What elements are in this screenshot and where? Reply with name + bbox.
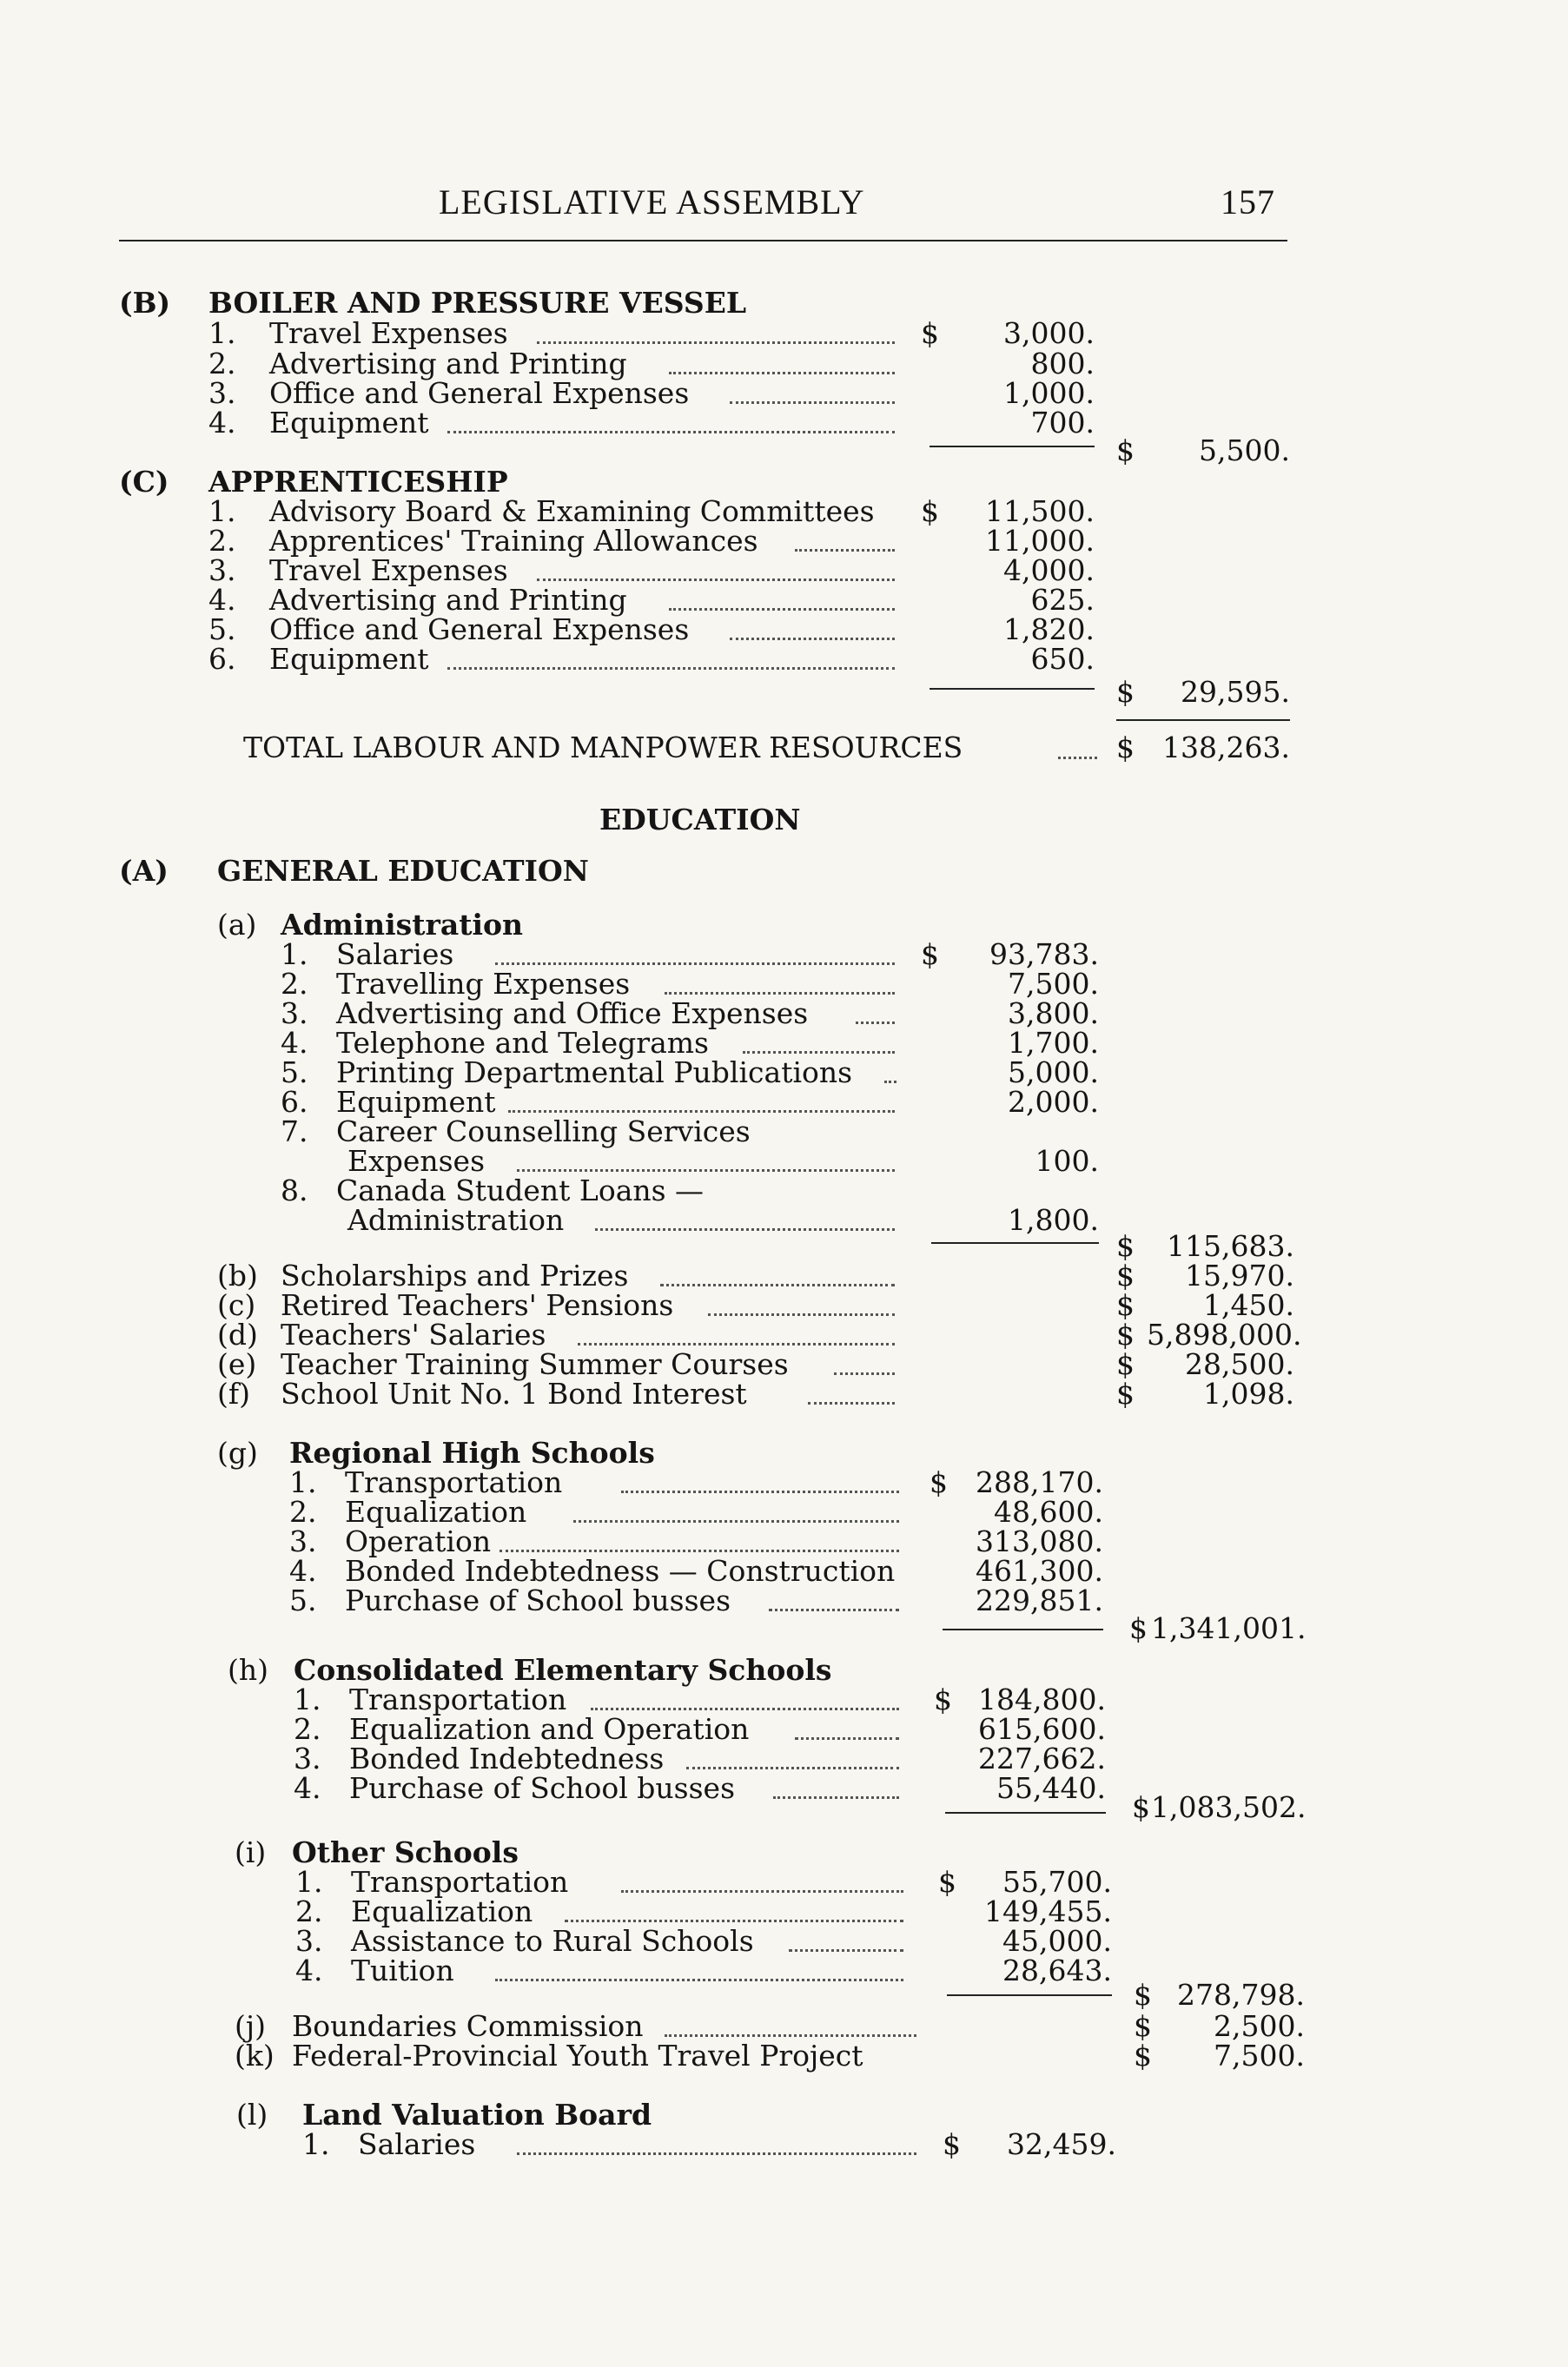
single-item-amount: 28,500. xyxy=(1185,1347,1294,1381)
admin-total: 115,683. xyxy=(1167,1229,1294,1263)
subsection-letter: (f) xyxy=(217,1377,250,1411)
section-b-item-label: Office and General Expenses xyxy=(269,376,690,410)
subsection-letter: (k) xyxy=(235,2039,275,2073)
land-item-label: Salaries xyxy=(358,2127,476,2161)
section-c-item-amount: 4,000. xyxy=(1003,553,1095,587)
regional-item-label: Purchase of School busses xyxy=(345,1584,731,1617)
consolidated-item-label: Equalization and Operation xyxy=(349,1712,750,1746)
subtotal-rule xyxy=(930,446,1095,447)
subtotal-rule xyxy=(931,1242,1099,1244)
section-c-item-label: Equipment xyxy=(269,642,429,676)
dot-leader xyxy=(595,1226,895,1231)
other-total: 278,798. xyxy=(1177,1978,1305,2012)
consolidated-item-num: 1. xyxy=(294,1683,321,1716)
other-item-num: 2. xyxy=(295,1894,323,1928)
other-item-label: Transportation xyxy=(351,1865,569,1899)
total-rule xyxy=(1116,719,1290,721)
subsection-title: Consolidated Elementary Schools xyxy=(294,1653,832,1687)
regional-item-label: Equalization xyxy=(345,1495,527,1529)
section-b-letter: (B) xyxy=(119,286,171,320)
consolidated-item-label: Transportation xyxy=(349,1683,567,1716)
section-b-item-label: Advertising and Printing xyxy=(269,347,627,380)
consolidated-total: 1,083,502. xyxy=(1151,1790,1307,1824)
admin-item-num: 7. xyxy=(281,1114,308,1148)
section-c-item-num: 4. xyxy=(208,583,236,617)
dot-leader xyxy=(537,339,895,344)
dollar-sign: $ xyxy=(1116,1259,1135,1293)
dot-leader xyxy=(708,1311,895,1316)
section-c-item-label: Office and General Expenses xyxy=(269,612,690,646)
section-c-item-label: Apprentices' Training Allowances xyxy=(269,524,758,558)
consolidated-item-amount: 184,800. xyxy=(978,1683,1106,1716)
admin-item-amount: 7,500. xyxy=(1008,967,1099,1001)
subsection-title: Land Valuation Board xyxy=(302,2098,652,2132)
section-b-item-amount: 700. xyxy=(1030,406,1095,440)
dot-leader xyxy=(669,369,895,374)
other-item-num: 1. xyxy=(295,1865,323,1899)
consolidated-item-num: 4. xyxy=(294,1771,321,1805)
section-b-item-amount: 3,000. xyxy=(1003,316,1095,350)
consolidated-item-amount: 227,662. xyxy=(978,1742,1106,1775)
dot-leader xyxy=(621,1888,903,1893)
section-c-item-label: Advertising and Printing xyxy=(269,583,627,617)
regional-item-amount: 461,300. xyxy=(976,1554,1103,1588)
section-c-item-num: 2. xyxy=(208,524,236,558)
regional-item-amount: 288,170. xyxy=(976,1465,1103,1499)
other-item-label: Assistance to Rural Schools xyxy=(351,1924,754,1958)
admin-item-num: 2. xyxy=(281,967,308,1001)
admin-item-label: Advertising and Office Expenses xyxy=(336,996,809,1030)
dot-leader xyxy=(591,1705,899,1710)
dollar-sign: $ xyxy=(1132,1790,1150,1824)
section-b-item-amount: 1,000. xyxy=(1003,376,1095,410)
single-item-amount: 1,450. xyxy=(1203,1288,1294,1322)
dollar-sign: $ xyxy=(938,1865,956,1899)
subsection-letter: (e) xyxy=(217,1347,257,1381)
section-c-item-amount: 11,000. xyxy=(985,524,1095,558)
section-b-item-label: Travel Expenses xyxy=(269,316,508,350)
admin-item-label: Travelling Expenses xyxy=(336,967,631,1001)
dot-leader xyxy=(447,664,895,670)
subtotal-rule xyxy=(945,1812,1106,1814)
subsection-title: Administration xyxy=(281,908,524,942)
regional-item-num: 2. xyxy=(289,1495,317,1529)
dollar-sign: $ xyxy=(1116,675,1135,709)
admin-item-amount: 2,000. xyxy=(1008,1085,1099,1119)
header-rule xyxy=(119,240,1287,241)
regional-item-num: 4. xyxy=(289,1554,317,1588)
subtotal-rule xyxy=(943,1629,1103,1630)
dollar-sign: $ xyxy=(1129,1611,1148,1645)
admin-item-label: Equipment xyxy=(336,1085,496,1119)
admin-item-label: Canada Student Loans — xyxy=(336,1174,705,1207)
subsection-letter: (h) xyxy=(228,1653,269,1687)
section-c-item-amount: 1,820. xyxy=(1003,612,1095,646)
regional-item-amount: 229,851. xyxy=(976,1584,1103,1617)
dollar-sign: $ xyxy=(1116,1377,1135,1411)
subsection-title: Other Schools xyxy=(292,1835,519,1869)
regional-item-amount: 48,600. xyxy=(994,1495,1103,1529)
section-b-item-amount: 800. xyxy=(1030,347,1095,380)
admin-item-label: Printing Departmental Publications xyxy=(336,1055,853,1089)
dollar-sign: $ xyxy=(1116,1318,1135,1352)
other-item-num: 3. xyxy=(295,1924,323,1958)
section-c-title: APPRENTICESHIP xyxy=(208,465,508,499)
dot-leader xyxy=(730,635,895,640)
consolidated-item-num: 3. xyxy=(294,1742,321,1775)
dollar-sign: $ xyxy=(1134,2009,1152,2043)
subtotal-rule xyxy=(930,688,1095,690)
dot-leader xyxy=(500,1547,899,1552)
labour-total-amount: 138,263. xyxy=(1162,731,1290,764)
land-item-amount: 32,459. xyxy=(1007,2127,1116,2161)
dot-leader xyxy=(578,1340,895,1345)
dollar-sign: $ xyxy=(1116,731,1135,764)
section-b-item-num: 4. xyxy=(208,406,236,440)
section-c-item-amount: 11,500. xyxy=(985,494,1095,528)
single-item-label: Teacher Training Summer Courses xyxy=(281,1347,789,1381)
dollar-sign: $ xyxy=(921,937,939,971)
dot-leader xyxy=(495,1976,903,1981)
section-c-item-num: 5. xyxy=(208,612,236,646)
section-c-item-label: Travel Expenses xyxy=(269,553,508,587)
dollar-sign: $ xyxy=(1116,1347,1135,1381)
single-item-amount: 5,898,000. xyxy=(1147,1318,1302,1352)
section-b-item-num: 2. xyxy=(208,347,236,380)
regional-item-num: 1. xyxy=(289,1465,317,1499)
dollar-sign: $ xyxy=(1134,1978,1152,2012)
admin-item-num: 1. xyxy=(281,937,308,971)
dot-leader xyxy=(773,1794,899,1799)
education-heading: EDUCATION xyxy=(599,803,801,836)
dollar-sign: $ xyxy=(934,1683,952,1716)
dot-leader xyxy=(795,546,895,552)
dot-leader xyxy=(769,1606,899,1611)
dollar-sign: $ xyxy=(1116,1288,1135,1322)
single-item-amount: 7,500. xyxy=(1214,2039,1305,2073)
page-number: 157 xyxy=(1221,182,1275,221)
dot-leader xyxy=(517,1167,895,1172)
admin-item-amount: 3,800. xyxy=(1008,996,1099,1030)
dollar-sign: $ xyxy=(943,2127,961,2161)
section-c-item-num: 6. xyxy=(208,642,236,676)
admin-item-amount: 100. xyxy=(1035,1144,1099,1178)
dot-leader xyxy=(665,989,895,995)
dot-leader xyxy=(1058,754,1097,759)
dot-leader xyxy=(665,2032,916,2037)
section-c-item-amount: 625. xyxy=(1030,583,1095,617)
dollar-sign: $ xyxy=(921,494,939,528)
regional-item-label: Operation xyxy=(345,1524,492,1558)
dollar-sign: $ xyxy=(930,1465,948,1499)
section-b-item-num: 3. xyxy=(208,376,236,410)
subsection-letter: (i) xyxy=(235,1835,267,1869)
consolidated-item-amount: 55,440. xyxy=(996,1771,1106,1805)
land-item-num: 1. xyxy=(302,2127,330,2161)
dot-leader xyxy=(660,1281,895,1286)
consolidated-item-label: Bonded Indebtedness xyxy=(349,1742,665,1775)
subsection-letter: (g) xyxy=(217,1436,258,1470)
dollar-sign: $ xyxy=(1116,1229,1135,1263)
dollar-sign: $ xyxy=(1116,433,1135,467)
admin-item-amount: 93,783. xyxy=(989,937,1099,971)
admin-item-amount: 1,800. xyxy=(1008,1203,1099,1237)
dot-leader xyxy=(856,1019,895,1024)
single-item-label: Federal-Provincial Youth Travel Project xyxy=(292,2039,863,2073)
regional-item-label: Bonded Indebtedness — Construction xyxy=(345,1554,896,1588)
dot-leader xyxy=(743,1048,895,1054)
admin-item-num: 4. xyxy=(281,1026,308,1060)
subsection-letter: (a) xyxy=(217,908,257,942)
consolidated-item-label: Purchase of School busses xyxy=(349,1771,736,1805)
subsection-letter: (j) xyxy=(235,2009,266,2043)
admin-item-num: 8. xyxy=(281,1174,308,1207)
dot-leader xyxy=(447,428,895,433)
single-item-label: Scholarships and Prizes xyxy=(281,1259,629,1293)
page-title: LEGISLATIVE ASSEMBLY xyxy=(439,182,865,221)
dot-leader xyxy=(789,1947,903,1952)
section-c-item-amount: 650. xyxy=(1030,642,1095,676)
subsection-letter: (b) xyxy=(217,1259,258,1293)
dot-leader xyxy=(686,1764,899,1769)
dot-leader xyxy=(669,605,895,611)
section-c-item-num: 1. xyxy=(208,494,236,528)
consolidated-item-num: 2. xyxy=(294,1712,321,1746)
other-item-num: 4. xyxy=(295,1954,323,1987)
admin-item-amount: 1,700. xyxy=(1008,1026,1099,1060)
subsection-letter: (l) xyxy=(236,2098,268,2132)
dot-leader xyxy=(795,1735,899,1740)
dot-leader xyxy=(621,1488,899,1493)
admin-item-label-cont: Expenses xyxy=(347,1144,486,1178)
section-b-item-num: 1. xyxy=(208,316,236,350)
regional-item-amount: 313,080. xyxy=(976,1524,1103,1558)
dot-leader xyxy=(565,1917,903,1922)
section-c-item-num: 3. xyxy=(208,553,236,587)
single-item-amount: 15,970. xyxy=(1185,1259,1294,1293)
subtotal-rule xyxy=(947,1994,1112,1996)
labour-total-label: TOTAL LABOUR AND MANPOWER RESOURCES xyxy=(243,731,963,764)
dot-leader xyxy=(573,1517,899,1523)
dot-leader xyxy=(884,1078,896,1083)
subsection-title: Regional High Schools xyxy=(289,1436,655,1470)
dollar-sign: $ xyxy=(1134,2039,1152,2073)
single-item-label: Boundaries Commission xyxy=(292,2009,644,2043)
single-item-label: School Unit No. 1 Bond Interest xyxy=(281,1377,747,1411)
consolidated-item-amount: 615,600. xyxy=(978,1712,1106,1746)
dot-leader xyxy=(808,1399,895,1405)
section-c-letter: (C) xyxy=(119,465,169,499)
regional-item-label: Transportation xyxy=(345,1465,563,1499)
admin-item-num: 6. xyxy=(281,1085,308,1119)
dot-leader xyxy=(834,1370,895,1375)
other-item-label: Equalization xyxy=(351,1894,533,1928)
dot-leader xyxy=(730,399,895,404)
section-a-letter: (A) xyxy=(119,854,169,888)
admin-item-label: Career Counselling Services xyxy=(336,1114,751,1148)
dot-leader xyxy=(508,1107,895,1113)
admin-item-label: Telephone and Telegrams xyxy=(336,1026,709,1060)
section-b-total: 5,500. xyxy=(1199,433,1290,467)
single-item-amount: 1,098. xyxy=(1203,1377,1294,1411)
other-item-label: Tuition xyxy=(351,1954,454,1987)
dot-leader xyxy=(537,576,895,581)
section-b-title: BOILER AND PRESSURE VESSEL xyxy=(208,286,747,320)
dollar-sign: $ xyxy=(921,316,939,350)
single-item-amount: 2,500. xyxy=(1214,2009,1305,2043)
subsection-letter: (d) xyxy=(217,1318,258,1352)
other-item-amount: 55,700. xyxy=(1002,1865,1112,1899)
admin-item-label-cont: Administration xyxy=(347,1203,565,1237)
admin-item-amount: 5,000. xyxy=(1008,1055,1099,1089)
dot-leader xyxy=(517,2150,916,2155)
admin-item-num: 5. xyxy=(281,1055,308,1089)
other-item-amount: 149,455. xyxy=(984,1894,1112,1928)
regional-item-num: 3. xyxy=(289,1524,317,1558)
regional-item-num: 5. xyxy=(289,1584,317,1617)
regional-total: 1,341,001. xyxy=(1151,1611,1307,1645)
other-item-amount: 45,000. xyxy=(1002,1924,1112,1958)
section-c-total: 29,595. xyxy=(1181,675,1290,709)
section-a-title: GENERAL EDUCATION xyxy=(217,854,589,888)
admin-item-num: 3. xyxy=(281,996,308,1030)
dot-leader xyxy=(495,960,895,965)
single-item-label: Retired Teachers' Pensions xyxy=(281,1288,674,1322)
subsection-letter: (c) xyxy=(217,1288,256,1322)
section-b-item-label: Equipment xyxy=(269,406,429,440)
single-item-label: Teachers' Salaries xyxy=(281,1318,546,1352)
other-item-amount: 28,643. xyxy=(1002,1954,1112,1987)
admin-item-label: Salaries xyxy=(336,937,454,971)
section-c-item-label: Advisory Board & Examining Committees xyxy=(269,494,875,528)
